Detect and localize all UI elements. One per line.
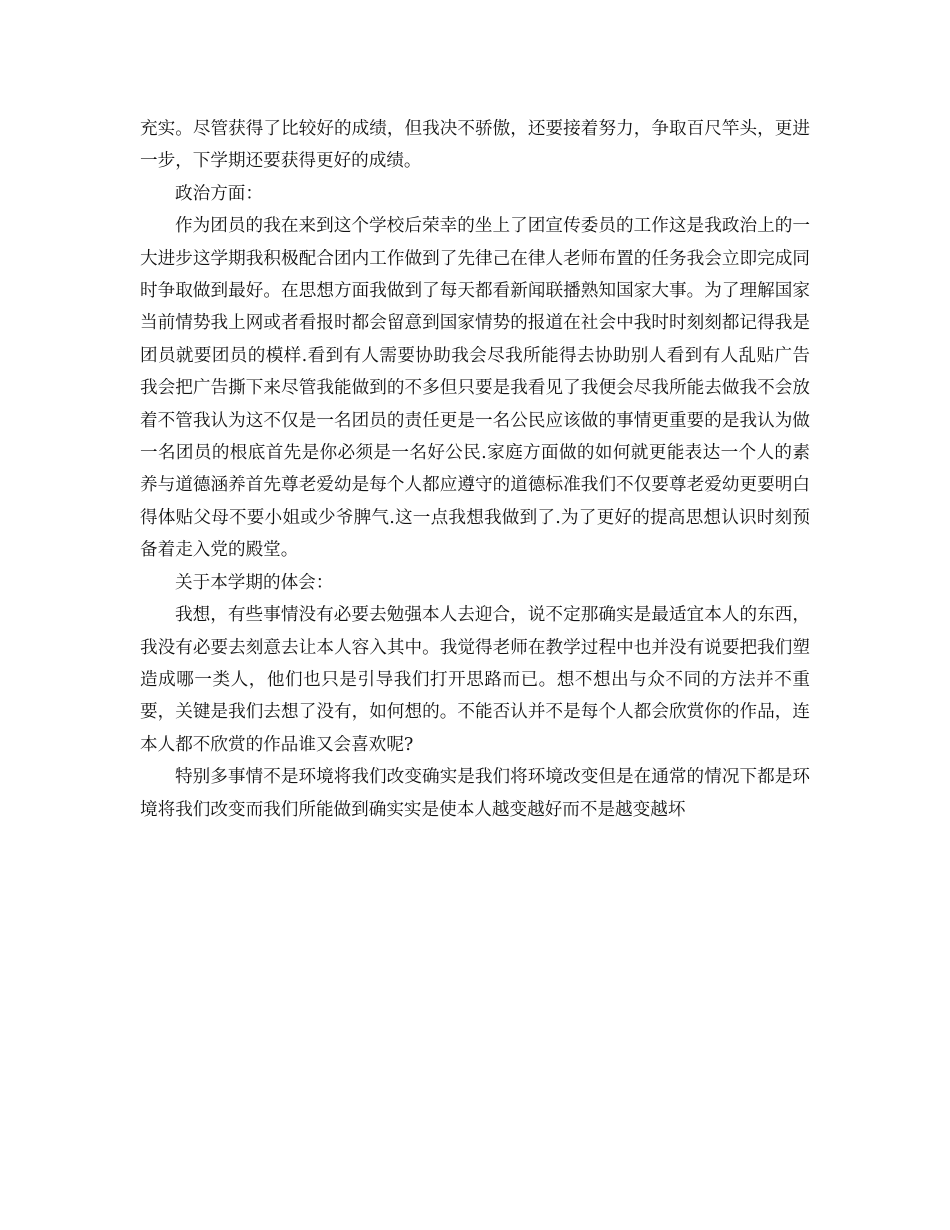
paragraph-politics: 作为团员的我在来到这个学校后荣幸的坐上了团宣传委员的工作这是我政治上的一大进步这学期我积极配合团内工作做到了先律己在律人老师布置的任务我会立即完成同时争取做到最好。在思想方面我做到了每天都看新闻联播熟知国家大事。为了理解国家当前情势我上网或者看报时都会留意到国家情势的报道在社会中我时时刻刻都记得我是团员就要团员的模样.看到有人需要协助我会尽我所能得去协助别人看到有人乱贴广告我会把广告撕下来尽管我能做到的不多但只要是我看见了我便会尽我所能去做我不会放着不管我认为这不仅是一名团员的责任更是一名公民应该做的事情更重要的是我认为做一名团员的根底首先是你必须是一名好公民.家庭方面做的如何就更能表达一个人的素养与道德涵养首先尊老爱幼是每个人都应遵守的道德标准我们不仅要尊老爱幼更要明白得体贴父母不要小姐或少爷脾气.这一点我想我做到了.为了更好的提高思想认识时刻预备着走入党的殿堂。 [140, 216, 810, 561]
paragraph-continuation: 充实。尽管获得了比较好的成绩，但我决不骄傲，还要接着努力，争取百尺竿头，更进一步，下学期还要获得更好的成绩。 [140, 119, 810, 172]
paragraph-reflection: 我想，有些事情没有必要去勉强本人去迎合，说不定那确实是最适宜本人的东西，我没有必要去刻意去让本人容入其中。我觉得老师在教学过程中也并没有说要把我们塑造成哪一类人，他们也只是引导我们打开思路而已。想不想出与众不同的方法并不重要，关键是我们去想了没有，如何想的。不能否认并不是每个人都会欣赏你的作品，连本人都不欣赏的作品谁又会喜欢呢? [140, 605, 810, 755]
heading-reflection: 关于本学期的体会： [175, 572, 334, 593]
document-body [140, 113, 810, 826]
heading-politics: 政治方面： [175, 183, 263, 204]
paragraph-environment: 特别多事情不是环境将我们改变确实是我们将环境改变但是在通常的情况下都是环境将我们改变而我们所能做到确实实是使本人越变越好而不是越变越坏 [140, 767, 810, 820]
